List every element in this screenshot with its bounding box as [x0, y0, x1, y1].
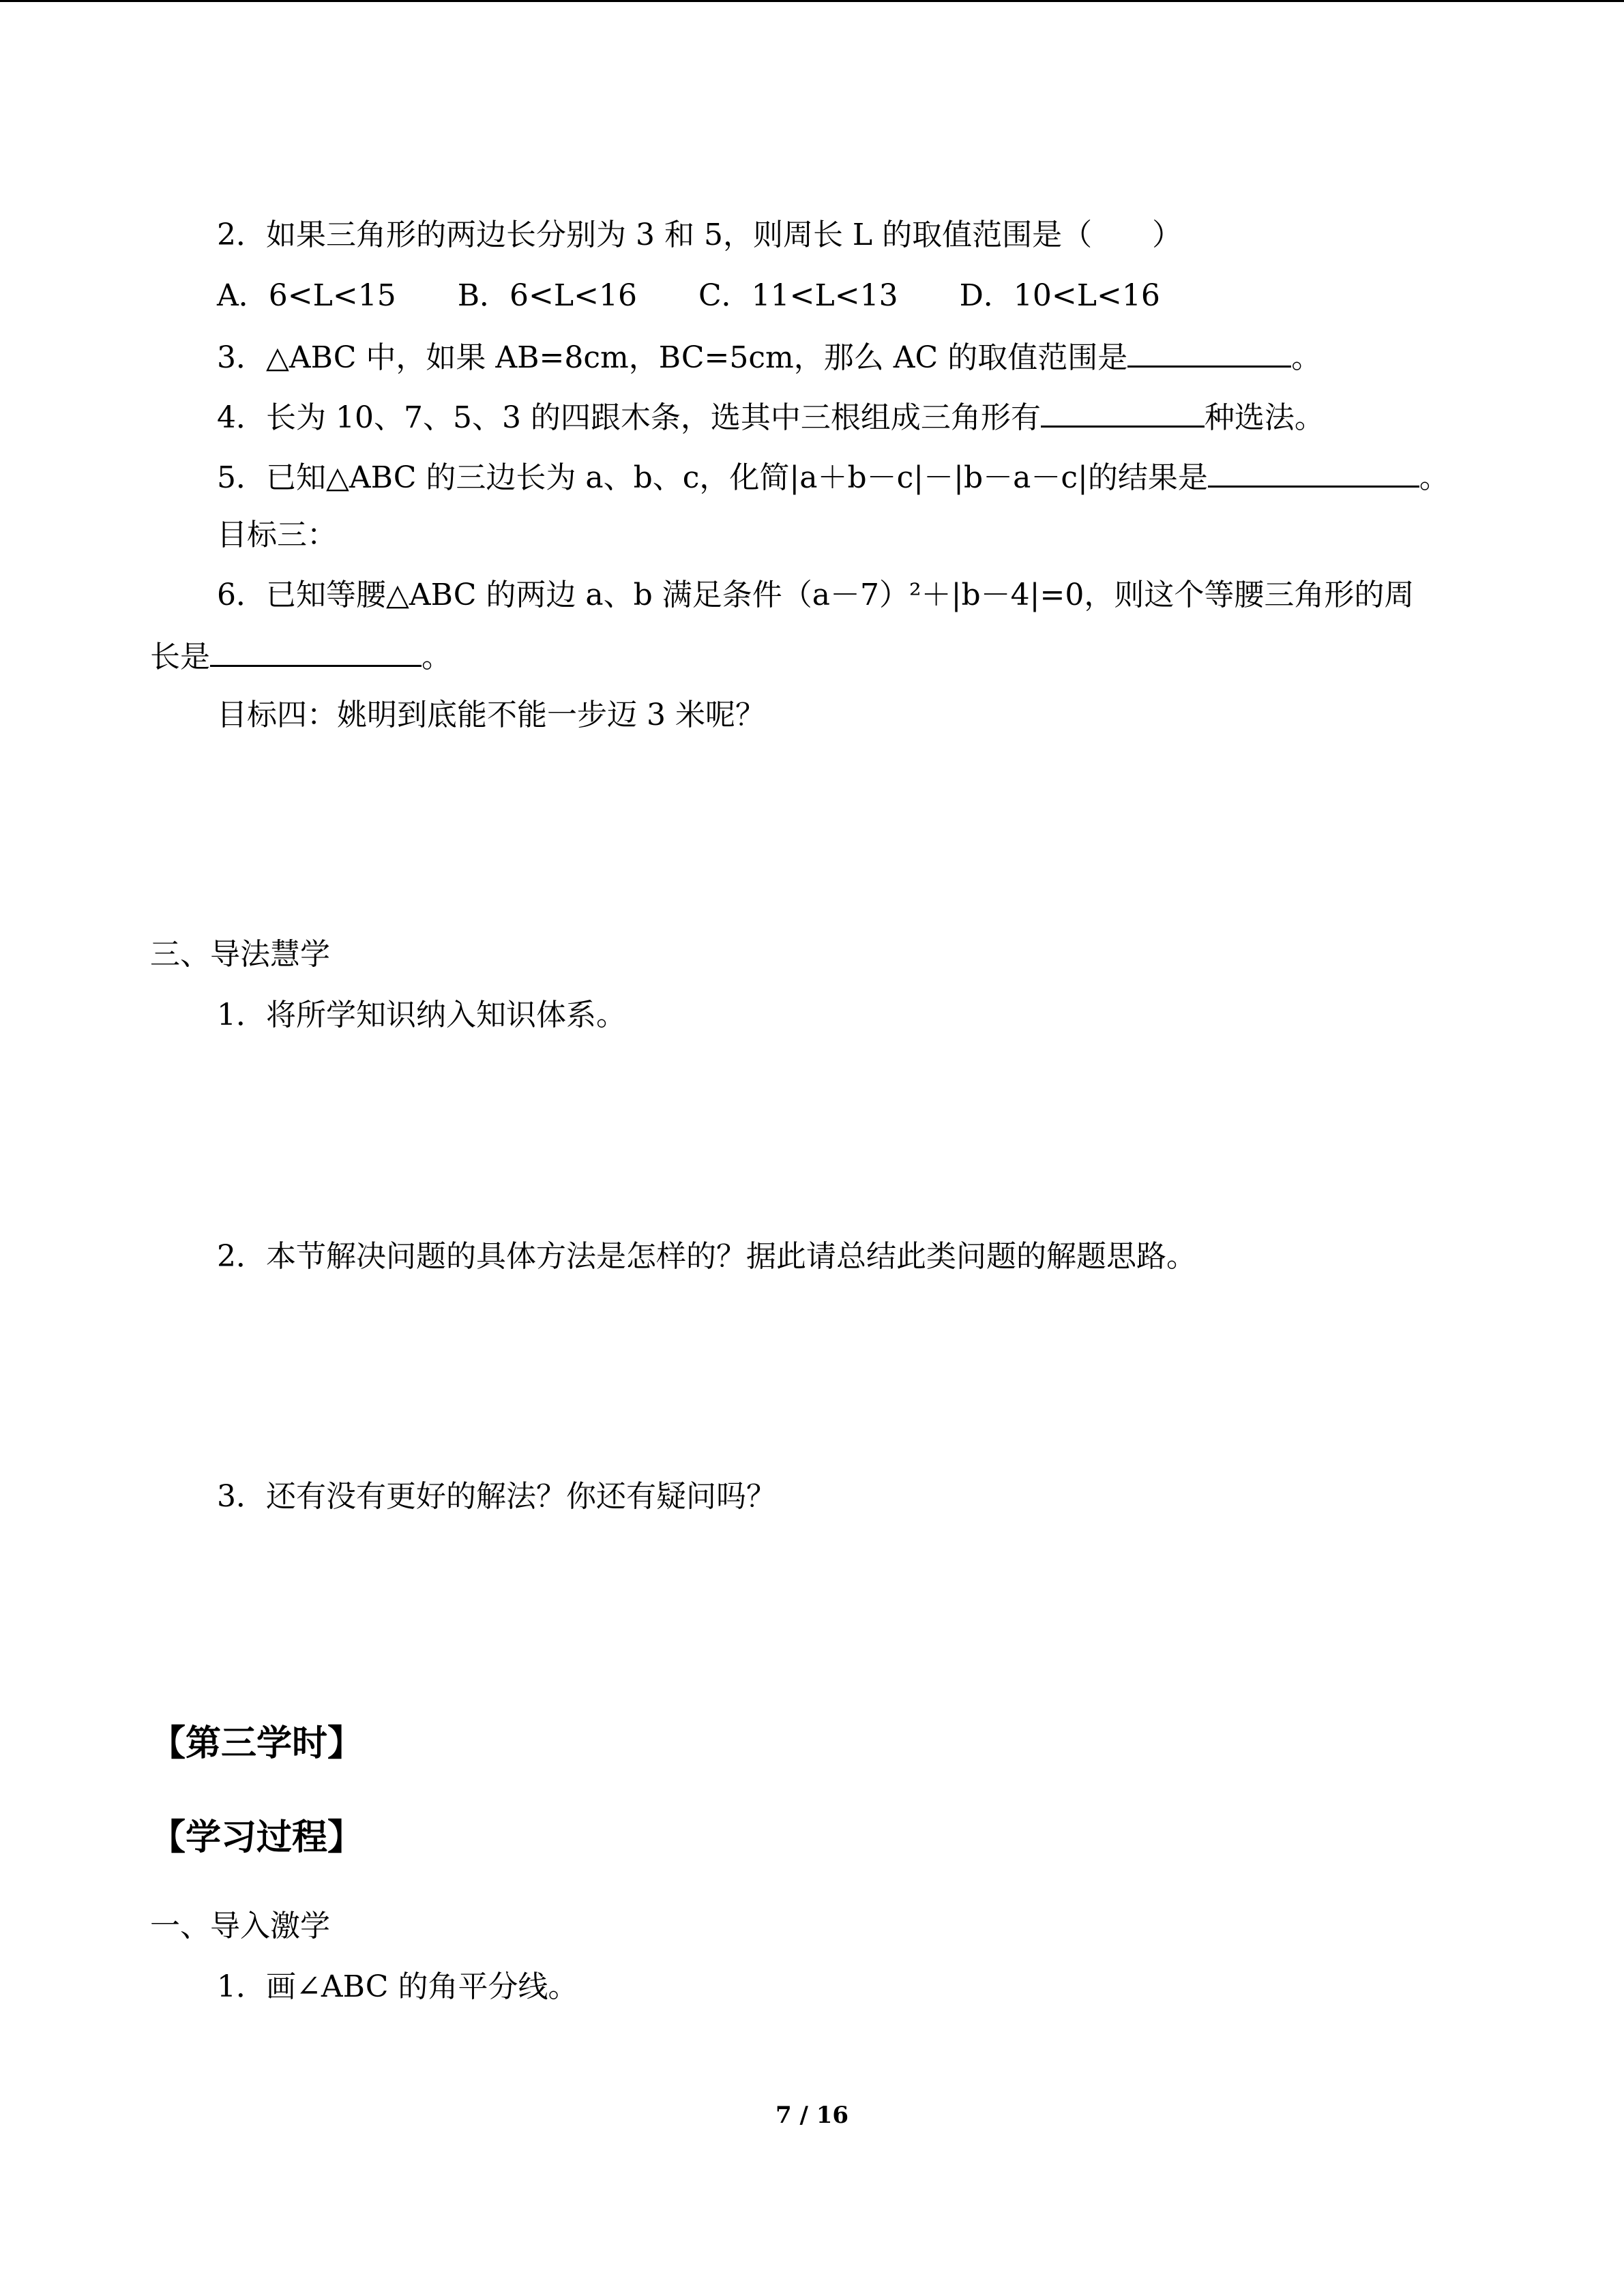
- goal-4-label: 目标四：姚明到底能不能一步迈 3 米呢？: [217, 698, 765, 732]
- section-1-title: 一、导入激学: [150, 1909, 330, 1943]
- question-6-text: 长是: [150, 640, 210, 674]
- option-a: A．6<L<15: [217, 278, 396, 313]
- section-3-title: 三、导法慧学: [150, 937, 330, 972]
- question-6-line2: [150, 635, 452, 678]
- answer-blank[interactable]: [1041, 396, 1205, 428]
- answer-blank[interactable]: [1208, 456, 1419, 488]
- question-4-text: 4．长为 10、7、5、3 的四跟木条，选其中三根组成三角形有: [217, 400, 1041, 435]
- question-4: [217, 396, 1325, 438]
- question-5-text: 5．已知△ABC 的三边长为 a、b、c，化简|a＋b－c|－|b－a－c|的结果是: [217, 460, 1208, 495]
- question-3-text: 3．△ABC 中，如果 AB=8cm，BC=5cm，那么 AC 的取值范围是: [217, 340, 1128, 375]
- question-4-end: 种选法。: [1204, 400, 1325, 435]
- process-heading: 【学习过程】: [150, 1817, 364, 1858]
- option-d: D．10<L<16: [959, 278, 1160, 313]
- question-6-end: 。: [422, 640, 452, 674]
- section-3-item-3: 3．还有没有更好的解法？你还有疑问吗？: [217, 1479, 776, 1514]
- question-2-options: [217, 275, 1222, 316]
- option-c: C．11<L<13: [698, 278, 898, 313]
- question-5: [217, 456, 1449, 498]
- question-2-text: 2．如果三角形的两边长分别为 3 和 5，则周长 L 的取值范围是（ ）: [217, 218, 1183, 252]
- lesson-heading: 【第三学时】: [150, 1723, 364, 1764]
- goal-3-label: 目标三：: [217, 518, 337, 552]
- question-6-line1: 6．已知等腰△ABC 的两边 a、b 满足条件（a－7）²＋|b－4|=0，则这个等腰三角形的周: [217, 578, 1415, 612]
- section-3-item-2: 2．本节解决问题的具体方法是怎样的？据此请总结此类问题的解题思路。: [217, 1239, 1196, 1274]
- answer-blank[interactable]: [210, 635, 422, 667]
- question-5-end: 。: [1419, 460, 1449, 495]
- section-3-item-1: 1．将所学知识纳入知识体系。: [217, 998, 626, 1032]
- page-number: 7 / 16: [775, 2102, 849, 2129]
- question-2: [217, 215, 1182, 256]
- question-3: [217, 336, 1321, 378]
- answer-blank[interactable]: [1127, 336, 1291, 368]
- question-3-end: 。: [1291, 340, 1322, 375]
- section-1-item-1: 1．画∠ABC 的角平分线。: [217, 1969, 578, 2004]
- option-b: B．6<L<16: [457, 278, 637, 313]
